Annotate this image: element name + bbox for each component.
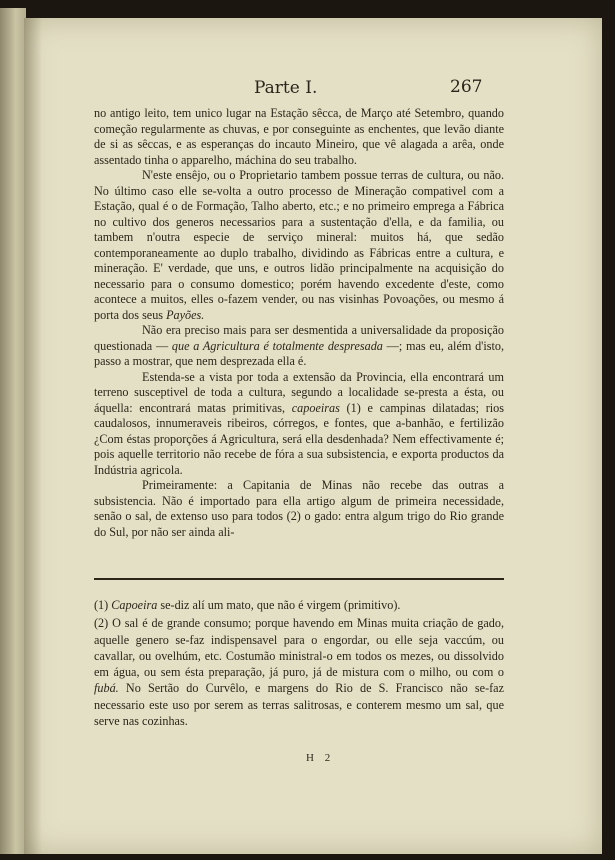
paragraph-2	[94, 168, 504, 323]
footnote-1-italic: Capoeira	[111, 598, 158, 612]
footnote-2	[94, 615, 504, 729]
page-gutter-shadow	[24, 18, 42, 854]
footnote-1-text: se-diz alí um mato, que não é virgem (primitivo).	[160, 598, 401, 612]
footnote-2-text-a: O sal é de grande consumo; porque havendo em Minas muita criação de gado, aquelle genero se-faz indispensavel para o engordar, ou elle seja vaccúm, ou cavallar, ou ovelhúm, etc. Costumão ministral-o em todos os mezes, ou dissolvido em água, ou sem ésta preparação, já puro, já de mistura com o milho, ou com o	[94, 616, 505, 680]
paragraph-4	[94, 370, 504, 479]
body-text	[94, 106, 504, 540]
paragraph-5: Primeiramente: a Capitania de Minas não recebe das outras a subsistencia. Não é importado para ella artigo algum de primeira necessidade, senão o sal, de extenso uso para todos (2) o gado: entra algum trigo do Rio grande do Sul, por não ser ainda ali-	[94, 478, 504, 539]
signature-mark: H 2	[306, 752, 335, 764]
paragraph-3	[94, 323, 504, 370]
paragraph-2-text: N'este ensêjo, ou o Proprietario tambem possue terras de cultura, ou não. No último caso elle se-volta a outro processo de Mineração compativel com a Estação, qual é o de Formação, Talho aberto, etc.; e no primeiro emprega a Fábrica no cultivo dos generos necessarios para a sustentação d'ella, e da familia, ou tambem n'outra especie de serviço mineral: muitos há, que sedão contemporaneamente ao duplo trabalho, dividindo as Fábricas entre a cultura, e mineração. E' verdade, que uns, e outros lidão principalmente na acquisição do necessario para o consumo domestico; porém havendo excedente d'este, como acontece a muitos, elles o-fazem vender, ou nas visinhas Povoações, ou mesmo á porta dos seus	[94, 168, 504, 322]
footnote-2-text-b: No Sertão do Curvêlo, e margens do Rio de S. Francisco não se-faz necessario este uso por serem as terras salitrosas, e conterem mesmo um sal, que serve nas cozinhas.	[94, 681, 505, 729]
paragraph-4-italic: capoeiras	[291, 400, 340, 415]
footnote-rule	[94, 578, 504, 580]
paragraph-4-text-b: (1) e campinas dilatadas; rios caudalosos, innumeraveis ribeiros, córregos, e fontes, que a-banhão, e fertilizão ¿Com éstas proporções á Agricultura, será ella desdenhada? Nem effectivamente é; pois aquelle territorio não recebe de fóra a sua subsistencia, e exporta productos da Indústria agricola.	[94, 400, 505, 477]
footnote-2-italic: fubá.	[94, 681, 119, 696]
paragraph-4-text-a: Estenda-se a vista por toda a extensão da Provincia, ella encontrará um terreno susceptivel de toda a cultura, segundo a localidade se-presta a ésta, ou áquella: encontrará matas primitivas,	[94, 369, 504, 415]
footnote-1-mark: (1)	[94, 598, 109, 612]
paragraph-3-text-a: Não era preciso mais para ser desmentida a universalidade da proposição questionada —	[94, 323, 504, 353]
paragraph-3-italic: que a Agricultura é totalmente despresada	[171, 338, 383, 353]
footnotes	[94, 597, 504, 731]
footnote-2-mark: (2)	[94, 616, 109, 631]
paragraph-2-italic: Payões.	[166, 307, 205, 322]
footnote-1	[94, 597, 504, 613]
paragraph-3-text-b: —; mas eu, além d'isto, passo a mostrar, que nem desprezada ella é.	[94, 338, 505, 368]
running-header-title: Parte I.	[254, 78, 318, 98]
facing-page-edge	[0, 8, 26, 854]
paragraph-1: no antigo leito, tem unico lugar na Estação sêcca, de Março até Setembro, quando começão regularmente as chuvas, e por conseguinte as enchentes, que levão diante de si as sêccas, e as esperanças do incauto Mineiro, que vê alagada a arêa, onde assentado tinha o apparelho, máchina do seu trabalho.	[94, 106, 504, 167]
page-number: 267	[450, 77, 483, 97]
